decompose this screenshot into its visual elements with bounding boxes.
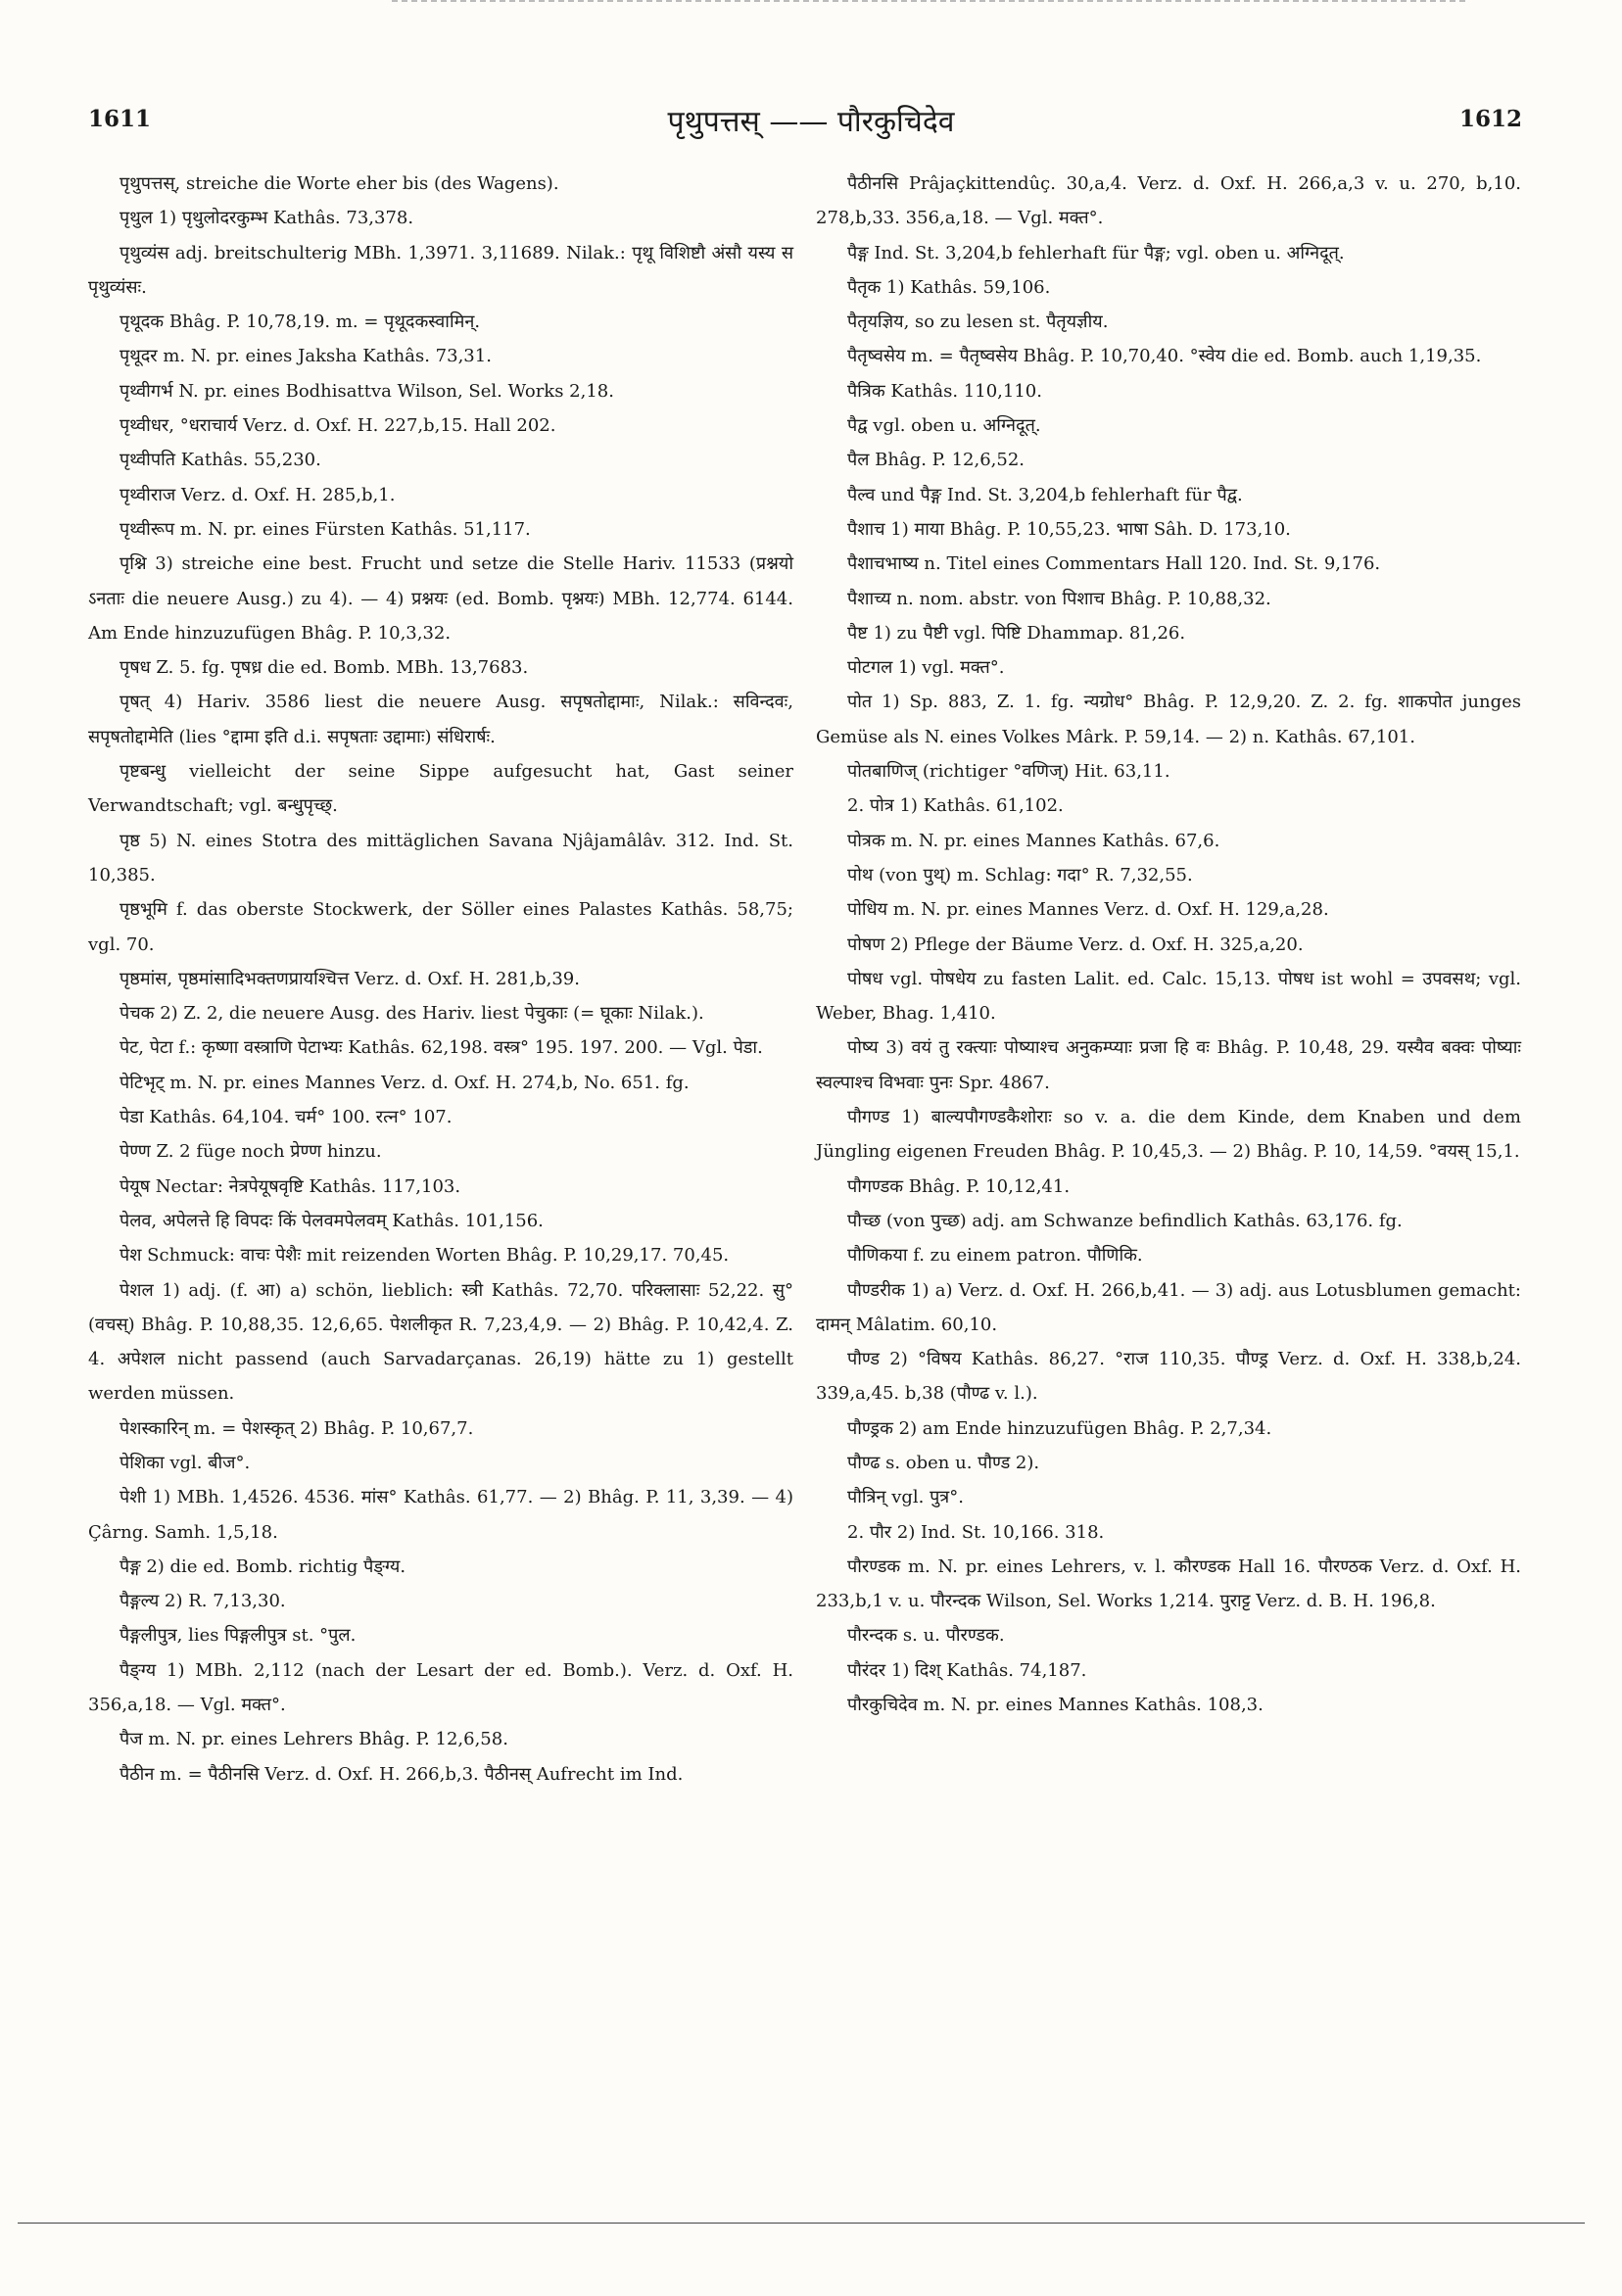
dictionary-entry: पोषण 2) Pflege der Bäume Verz. d. Oxf. H. 325,a,20.	[847, 933, 1304, 955]
dictionary-entry: पृथ्वीरूप m. N. pr. eines Fürsten Kathâs. 51,117.	[119, 518, 531, 540]
dictionary-entry: पृथुव्यंस adj. breitschulterig MBh. 1,3971. 3,11689. Nilak.: पृथू विशिष्टौ अंसौ यस्य स पृथुव्यंसः.	[88, 242, 793, 298]
dictionary-entry: पैङ्गलीपुत्र, lies पिङ्गलीपुत्र st. °पुल.	[119, 1625, 357, 1647]
dictionary-entry: पेशिका vgl. बीज°.	[119, 1452, 251, 1473]
dictionary-entry: पेश Schmuck: वाचः पेशैः mit reizenden Worten Bhâg. P. 10,29,17. 70,45.	[119, 1245, 730, 1267]
dictionary-entry: पैष्ट 1) zu पैष्टी vgl. पिष्टि Dhammap. 81,26.	[847, 622, 1186, 644]
dictionary-entry: पृथुपत्तस्, streiche die Worte eher bis (des Wagens).	[119, 173, 559, 194]
dictionary-entry: पौण्ढ s. oben u. पौण्ड 2).	[847, 1452, 1040, 1473]
dictionary-entry: पृथुल 1) पृथुलोदरकुम्भ Kathâs. 73,378.	[119, 208, 414, 229]
dictionary-entry: पृथ्वीपति Kathâs. 55,230.	[119, 450, 321, 471]
dictionary-entry: पौण्डरीक 1) a) Verz. d. Oxf. H. 266,b,41. — 3) adj. aus Lotusblumen gemacht: दामन् Mâlatim. 60,10.	[816, 1279, 1521, 1335]
dictionary-entry: पृष्ठ 5) N. eines Stotra des mittäglichen Savana Njâjamâlâv. 312. Ind. St. 10,385.	[88, 830, 793, 885]
dictionary-entry: पौणिकया f. zu einem patron. पौणिकि.	[847, 1245, 1143, 1267]
dictionary-entry: पौण्ड्रक 2) am Ende hinzuzufügen Bhâg. P. 2,7,34.	[847, 1417, 1272, 1439]
dictionary-entry: पृष्ठमांस, पृष्ठमांसादिभक्तणप्रायश्चित्त Verz. d. Oxf. H. 281,b,39.	[119, 968, 580, 989]
dictionary-entry: पैङ्ग्य 1) MBh. 2,112 (nach der Lesart der ed. Bomb.). Verz. d. Oxf. H. 356,a,18. — Vgl. मक्त°.	[88, 1659, 793, 1716]
dictionary-entry: पौत्रिन् vgl. पुत्र°.	[847, 1487, 964, 1508]
page-header	[0, 106, 1622, 145]
dictionary-entry: पौरंदर 1) दिश् Kathâs. 74,187.	[847, 1659, 1087, 1681]
dictionary-entry: पृथूदक Bhâg. P. 10,78,19. m. = पृथूदकस्वामिन्.	[119, 311, 481, 333]
dictionary-entry: पौरकुचिदेव m. N. pr. eines Mannes Kathâs. 108,3.	[847, 1695, 1264, 1716]
dictionary-entry: पेचक 2) Z. 2, die neuere Ausg. des Hariv. liest पेचुकाः (= घूकाः Nilak.).	[119, 1003, 704, 1025]
dictionary-entry: पेलव, अपेलत्ते हि विपदः किं पेलवमपेलवम् Kathâs. 101,156.	[119, 1210, 544, 1231]
dictionary-entry: पौच्छ (von पुच्छ) adj. am Schwanze befindlich Kathâs. 63,176. fg.	[847, 1210, 1403, 1231]
dictionary-entry: पैशाच्य n. nom. abstr. von पिशाच Bhâg. P. 10,88,32.	[847, 588, 1271, 609]
dictionary-entry: पेडा Kathâs. 64,104. चर्म° 100. रत्न° 107.	[119, 1107, 453, 1128]
dictionary-entry: पौरन्दक s. u. पौरण्डक.	[847, 1625, 1005, 1647]
dictionary-entry: पैठीन m. = पैठीनसि Verz. d. Oxf. H. 266,b,3. पैठीनस् Aufrecht im Ind.	[119, 1763, 684, 1785]
right-column	[816, 167, 1521, 1722]
dictionary-entry: पैशाचभाष्य n. Titel eines Commentars Hall 120. Ind. St. 9,176.	[847, 553, 1381, 575]
dictionary-entry: पैत्रिक Kathâs. 110,110.	[847, 380, 1042, 402]
dictionary-entry: पेट, पेटा f.: कृष्णा वस्त्राणि पेटाभ्यः Kathâs. 62,198. वस्त्र° 195. 197. 200. — Vgl. पेडा.	[119, 1037, 763, 1059]
dictionary-entry: पैङ्ग 2) die ed. Bomb. richtig पैङ्ग्य.	[119, 1555, 406, 1577]
dictionary-entry: पोषध vgl. पोषधेय zu fasten Lalit. ed. Calc. 15,13. पोषध ist wohl = उपवसथ; vgl. Weber, Bhag. 1,410.	[816, 968, 1521, 1025]
dictionary-entry: पोटगल 1) vgl. मक्त°.	[847, 657, 1005, 679]
dictionary-entry: पेण्ण Z. 2 füge noch प्रेण्ण hinzu.	[119, 1141, 382, 1163]
right-page-number: 1612	[1459, 106, 1523, 132]
dictionary-entry: पेयूष Nectar: नेत्रपेयूषवृष्टि Kathâs. 117,103.	[119, 1175, 461, 1197]
dictionary-entry: पोत 1) Sp. 883, Z. 1. fg. न्यग्रोध° Bhâg. P. 12,9,20. Z. 2. fg. शाकपोत junges Gemüse als N. eines Volkes Mârk. P. 59,14. — 2) n. Kathâs. 67,101.	[816, 692, 1521, 747]
left-column	[88, 167, 793, 1792]
dictionary-entry: पैतृयज्ञिय, so zu lesen st. पैतृयज्ञीय.	[847, 311, 1109, 333]
dictionary-entry: पैठीनसि Prâjaçkittendûç. 30,a,4. Verz. d. Oxf. H. 266,a,3 v. u. 270, b,10. 278,b,33. 356,a,18. — Vgl. मक्त°.	[816, 173, 1521, 229]
dictionary-entry: पौगण्डक Bhâg. P. 10,12,41.	[847, 1175, 1071, 1197]
dictionary-entry: पौरण्डक m. N. pr. eines Lehrers, v. l. कौरण्डक Hall 16. पौरण्ठक Verz. d. Oxf. H. 233,b,1 v. u. पौरन्दक Wilson, Sel. Works 1,214. पुराट्ट Verz. d. B. H. 196,8.	[816, 1555, 1521, 1612]
dictionary-entry: पृषत् 4) Hariv. 3586 liest die neuere Ausg. सपृषतोद्दामाः, Nilak.: सविन्दवः, सपृषतोद्दामेति (lies °द्दामा इति d.i. सपृषताः उद्दामाः) संधिरार्षः.	[88, 692, 793, 747]
dictionary-entry: पोथ (von पुथ्) m. Schlag: गदा° R. 7,32,55.	[847, 864, 1193, 885]
dictionary-entry: पृश्नि 3) streiche eine best. Frucht und setze die Stelle Hariv. 11533 (प्रश्नयो ऽनताः die neuere Ausg.) zu 4). — 4) प्रश्नयः (ed. Bomb. पृश्नयः) MBh. 12,774. 6144. Am Ende hinzuzufügen Bhâg. P. 10,3,32.	[88, 553, 793, 644]
left-page-number: 1611	[88, 106, 152, 132]
dictionary-entry: पैल Bhâg. P. 12,6,52.	[847, 450, 1026, 471]
dictionary-entry: पोधिय m. N. pr. eines Mannes Verz. d. Oxf. H. 129,a,28.	[847, 899, 1329, 921]
dictionary-entry: पृथ्वीराज Verz. d. Oxf. H. 285,b,1.	[119, 484, 396, 505]
dictionary-entry: पृथ्वीधर, °धराचार्य Verz. d. Oxf. H. 227,b,15. Hall 202.	[119, 415, 556, 437]
dictionary-entry: पैज m. N. pr. eines Lehrers Bhâg. P. 12,6,58.	[119, 1729, 508, 1750]
dictionary-entry: पृथ्वीगर्भ N. pr. eines Bodhisattva Wilson, Sel. Works 2,18.	[119, 380, 614, 402]
bottom-rule	[18, 2223, 1585, 2224]
dictionary-entry: पेशस्कारिन् m. = पेशस्कृत् 2) Bhâg. P. 10,67,7.	[119, 1417, 474, 1439]
dictionary-entry: पैतृक 1) Kathâs. 59,106.	[847, 276, 1051, 298]
dictionary-entry: पौगण्ड 1) बाल्यपौगण्डकैशोराः so v. a. die dem Kinde, dem Knaben und dem Jüngling eigenen Freuden Bhâg. P. 10,45,3. — 2) Bhâg. P. 10, 14,59. °वयस् 15,1.	[816, 1107, 1521, 1163]
dictionary-entry: पैल्व und पैङ्ग Ind. St. 3,204,b fehlerhaft für पैद्व.	[847, 484, 1243, 505]
dictionary-entry: पेशी 1) MBh. 1,4526. 4536. मांस° Kathâs. 61,77. — 2) Bhâg. P. 11, 3,39. — 4) Çârng. Samh. 1,5,18.	[88, 1487, 793, 1543]
dictionary-entry: पैतृष्वसेय m. = पैतृष्वसेय Bhâg. P. 10,70,40. °स्वेय die ed. Bomb. auch 1,19,35.	[847, 346, 1482, 367]
dictionary-entry: पौण्ड 2) °विषय Kathâs. 86,27. °राज 110,35. पौण्ड्र Verz. d. Oxf. H. 338,b,24. 339,a,45. b,38 (पौण्ढ v. l.).	[816, 1349, 1521, 1405]
dictionary-entry: पृष्ठभूमि f. das oberste Stockwerk, der Söller eines Palastes Kathâs. 58,75; vgl. 70.	[88, 899, 793, 955]
header-title: पृथुपत्तस् —— पौरकुचिदेव	[667, 105, 955, 139]
dictionary-entry: पैङ्ग Ind. St. 3,204,b fehlerhaft für पैङ्ग; vgl. oben u. अग्निदूत्.	[847, 242, 1345, 263]
dictionary-entry: 2. पोत्र 1) Kathâs. 61,102.	[847, 795, 1064, 817]
dictionary-entry: पेशल 1) adj. (f. आ) a) schön, lieblich: स्त्री Kathâs. 72,70. परिक्लासाः 52,22. सु° (वचस्) Bhâg. P. 10,88,35. 12,6,65. पेशलीकृत R. 7,23,4,9. — 2) Bhâg. P. 10,42,4. Z. 4. अपेशल nicht passend (auch Sarvadarçanas. 26,19) hätte zu 1) gestellt werden müssen.	[88, 1279, 793, 1405]
dictionary-entry: पोत्रक m. N. pr. eines Mannes Kathâs. 67,6.	[847, 830, 1220, 851]
dictionary-entry: पोतबाणिज् (richtiger °वणिज्) Hit. 63,11.	[847, 761, 1170, 783]
dictionary-entry: पेटिभृट् m. N. pr. eines Mannes Verz. d. Oxf. H. 274,b, No. 651. fg.	[119, 1072, 690, 1093]
top-edge-rule	[392, 0, 1469, 2]
dictionary-entry: पृष्टबन्धु vielleicht der seine Sippe aufgesucht hat, Gast seiner Verwandtschaft; vgl. बन्धुपृच्छ्.	[88, 761, 793, 817]
dictionary-entry: पृषध Z. 5. fg. पृषध्र die ed. Bomb. MBh. 13,7683.	[119, 657, 529, 679]
dictionary-entry: 2. पौर 2) Ind. St. 10,166. 318.	[847, 1521, 1105, 1543]
dictionary-entry: पैद्व vgl. oben u. अग्निदूत्.	[847, 415, 1041, 437]
dictionary-entry: पृथूदर m. N. pr. eines Jaksha Kathâs. 73,31.	[119, 346, 492, 367]
dictionary-entry: पोष्य 3) वयं तु रक्त्याः पोष्याश्च अनुकम्प्याः प्रजा हि वः Bhâg. P. 10,48, 29. यस्यैव बक्वः पोष्याः स्वल्पाश्च विभवाः पुनः Spr. 4867.	[816, 1037, 1521, 1093]
dictionary-entry: पैङ्गल्य 2) R. 7,13,30.	[119, 1591, 286, 1612]
dictionary-entry: पैशाच 1) माया Bhâg. P. 10,55,23. भाषा Sâh. D. 173,10.	[847, 518, 1291, 540]
